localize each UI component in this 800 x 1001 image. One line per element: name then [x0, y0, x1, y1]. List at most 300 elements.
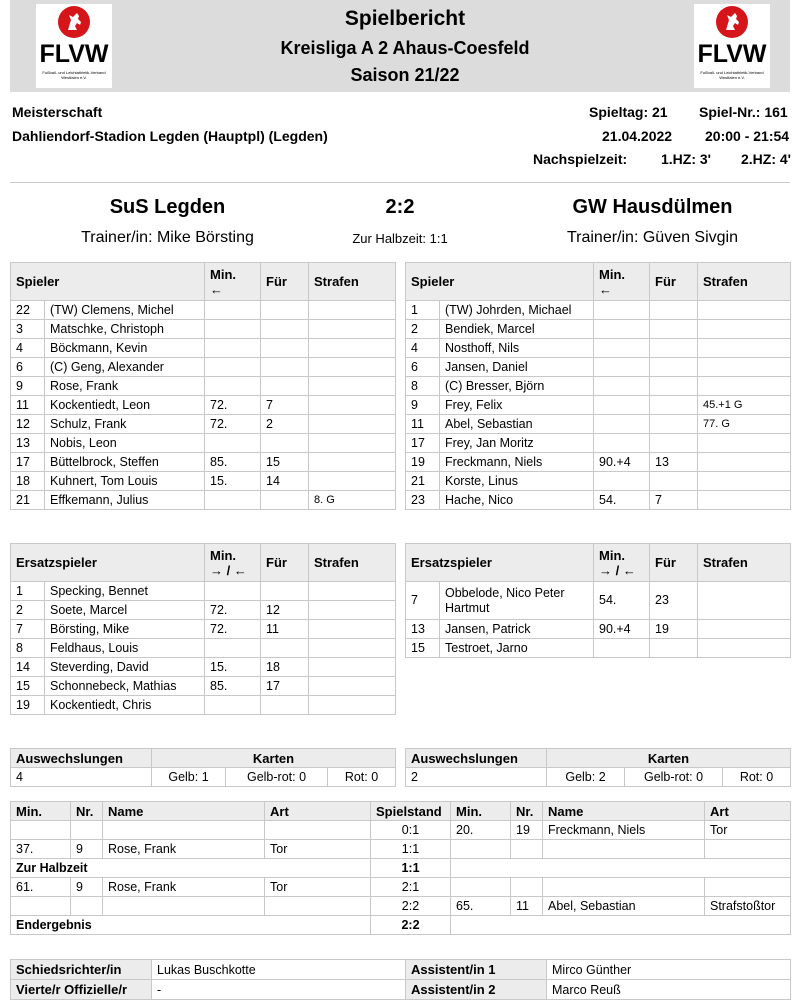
player-name: Bendiek, Marcel: [440, 320, 594, 339]
player-for: [261, 301, 309, 320]
home-summary-table: [10, 748, 396, 787]
player-penalty: [309, 677, 396, 696]
player-number: 11: [11, 396, 45, 415]
home-lineup-table: [10, 262, 396, 510]
player-penalty: [698, 491, 791, 510]
divider: [10, 182, 790, 183]
header-cards: Karten: [547, 749, 791, 768]
player-row: [11, 601, 396, 620]
event-summary-row: [11, 916, 791, 935]
away-event-number: [511, 878, 543, 897]
player-for: 23: [650, 582, 698, 620]
player-penalty: [309, 472, 396, 491]
assistant-2-name: Marco Reuß: [547, 980, 791, 1000]
home-event-player: Rose, Frank: [103, 878, 265, 897]
home-event-type: Tor: [265, 878, 371, 897]
season-title: Saison 21/22: [350, 65, 460, 85]
player-row: [11, 301, 396, 320]
header-penalties: Strafen: [698, 263, 791, 301]
player-penalty: [698, 620, 791, 639]
player-penalty: [698, 434, 791, 453]
player-number: 13: [406, 620, 440, 639]
player-row: [11, 453, 396, 472]
player-number: 12: [11, 415, 45, 434]
table-header-row: [11, 263, 396, 301]
away-trainer: Trainer/in: Güven Sivgin: [566, 229, 739, 246]
player-row: [11, 358, 396, 377]
red-cards: Rot: 0: [328, 768, 396, 787]
player-number: 9: [11, 377, 45, 396]
player-for: 2: [261, 415, 309, 434]
player-row: [11, 396, 396, 415]
player-row: [11, 491, 396, 510]
player-minute: 85.: [205, 677, 261, 696]
player-name: Kockentiedt, Chris: [45, 696, 205, 715]
player-name: Specking, Bennet: [45, 582, 205, 601]
player-minute: [594, 301, 650, 320]
player-minute: [594, 472, 650, 491]
player-for: 15: [261, 453, 309, 472]
player-for: 18: [261, 658, 309, 677]
player-name: Soete, Marcel: [45, 601, 205, 620]
player-row: [406, 358, 791, 377]
event-score: 1:1: [371, 840, 451, 859]
player-minute: 54.: [594, 582, 650, 620]
player-number: 21: [406, 472, 440, 491]
player-minute: [205, 582, 261, 601]
logo-subtext: Fußball- und Leichtathletik-Verband Westfalen e.V.: [700, 70, 764, 80]
player-penalty: [309, 582, 396, 601]
player-name: Effkemann, Julius: [45, 491, 205, 510]
home-event-type: Tor: [265, 840, 371, 859]
player-penalty: [698, 639, 791, 658]
player-number: 6: [406, 358, 440, 377]
player-row: [406, 582, 791, 620]
player-name: Korste, Linus: [440, 472, 594, 491]
away-event-number: [511, 840, 543, 859]
player-number: 4: [406, 339, 440, 358]
red-cards: Rot: 0: [723, 768, 791, 787]
header-minute-arrow: ←: [599, 281, 613, 297]
away-event-type: [705, 878, 791, 897]
player-row: [406, 320, 791, 339]
player-minute: [205, 491, 261, 510]
home-event-minute: 37.: [11, 840, 71, 859]
away-event-type: Tor: [705, 821, 791, 840]
logo-subtext: Fußball- und Leichtathletik-Verband Westfalen e.V.: [42, 70, 106, 80]
player-row: [11, 339, 396, 358]
header-minute-out: [594, 263, 650, 301]
player-number: 13: [11, 434, 45, 453]
header-number: Nr.: [511, 802, 543, 821]
player-penalty: [309, 377, 396, 396]
player-penalty: [309, 601, 396, 620]
player-number: 17: [406, 434, 440, 453]
event-score: 1:1: [371, 859, 451, 878]
page-title: Spielbericht: [344, 7, 466, 30]
header-minute-sub: [594, 544, 650, 582]
player-row: [11, 582, 396, 601]
player-name: Frey, Felix: [440, 396, 594, 415]
player-penalty: 8. G: [309, 491, 396, 510]
event-row: [11, 840, 791, 859]
player-name: Rose, Frank: [45, 377, 205, 396]
away-event-minute: 20.: [451, 821, 511, 840]
player-for: 19: [650, 620, 698, 639]
player-row: [11, 620, 396, 639]
player-for: 12: [261, 601, 309, 620]
away-event-number: 19: [511, 821, 543, 840]
player-for: [650, 639, 698, 658]
header-type: Art: [265, 802, 371, 821]
away-event-minute: [451, 878, 511, 897]
away-summary-table: [405, 748, 791, 787]
player-minute: [594, 396, 650, 415]
home-event-number: [71, 897, 103, 916]
player-number: 2: [11, 601, 45, 620]
header-player: Spieler: [406, 263, 594, 301]
player-name: Schulz, Frank: [45, 415, 205, 434]
yellow-red-cards: Gelb-rot: 0: [226, 768, 328, 787]
player-minute: 54.: [594, 491, 650, 510]
substitution-count: 4: [11, 768, 152, 787]
logo-brand-text: FLVW: [697, 40, 767, 68]
table-header-row: [11, 802, 791, 821]
table-header-row: [406, 263, 791, 301]
header-player: Spieler: [11, 263, 205, 301]
player-for: [650, 434, 698, 453]
player-for: [650, 339, 698, 358]
player-row: [11, 677, 396, 696]
player-penalty: 45.+1 G: [698, 396, 791, 415]
player-number: 9: [406, 396, 440, 415]
league-title: Kreisliga A 2 Ahaus-Coesfeld: [280, 38, 530, 58]
event-score: 2:2: [371, 916, 451, 935]
player-minute: [205, 696, 261, 715]
away-event-player: Freckmann, Niels: [543, 821, 705, 840]
away-substitutes-table: [405, 543, 791, 658]
player-penalty: [309, 639, 396, 658]
fourth-official-label: Vierte/r Offizielle/r: [11, 980, 152, 1000]
player-row: [406, 620, 791, 639]
player-for: 7: [650, 491, 698, 510]
player-penalty: [698, 453, 791, 472]
assistant-1-label: Assistent/in 1: [406, 960, 547, 980]
player-row: [406, 472, 791, 491]
assistant-1-name: Mirco Günther: [547, 960, 791, 980]
player-for: [261, 696, 309, 715]
report-header: [10, 0, 790, 92]
player-row: [406, 396, 791, 415]
player-minute: [594, 434, 650, 453]
home-team-name: SuS Legden: [109, 196, 226, 218]
player-penalty: [309, 658, 396, 677]
player-number: 4: [11, 339, 45, 358]
player-minute: [594, 320, 650, 339]
player-minute: [205, 358, 261, 377]
extra-time-second-half: 2.HZ: 4': [741, 151, 792, 167]
event-label: Zur Halbzeit: [11, 859, 371, 878]
player-penalty: [309, 339, 396, 358]
event-row: [11, 821, 791, 840]
player-number: 15: [11, 677, 45, 696]
officials-table: [10, 959, 791, 1000]
player-row: [406, 453, 791, 472]
away-event-number: 11: [511, 897, 543, 916]
event-row: [11, 878, 791, 897]
header-name: Name: [543, 802, 705, 821]
player-name: Matschke, Christoph: [45, 320, 205, 339]
header-for: Für: [261, 544, 309, 582]
player-penalty: [698, 339, 791, 358]
player-row: [11, 696, 396, 715]
player-name: Hache, Nico: [440, 491, 594, 510]
player-row: [406, 491, 791, 510]
logo-brand-text: FLVW: [39, 40, 109, 68]
player-penalty: [309, 434, 396, 453]
player-penalty: [698, 582, 791, 620]
player-number: 1: [11, 582, 45, 601]
player-name: Nobis, Leon: [45, 434, 205, 453]
player-penalty: [698, 377, 791, 396]
player-penalty: [309, 453, 396, 472]
player-name: Freckmann, Niels: [440, 453, 594, 472]
home-event-player: [103, 897, 265, 916]
player-number: 14: [11, 658, 45, 677]
player-row: [11, 434, 396, 453]
player-penalty: [698, 320, 791, 339]
fourth-official-name: -: [152, 980, 406, 1000]
player-name: Kockentiedt, Leon: [45, 396, 205, 415]
player-number: 1: [406, 301, 440, 320]
header-minute-text: Min.: [599, 547, 625, 563]
player-minute: [205, 339, 261, 358]
yellow-cards: Gelb: 2: [547, 768, 625, 787]
player-number: 7: [11, 620, 45, 639]
player-number: 15: [406, 639, 440, 658]
player-minute: [205, 301, 261, 320]
player-minute: [594, 639, 650, 658]
player-minute: 85.: [205, 453, 261, 472]
away-event-player: Abel, Sebastian: [543, 897, 705, 916]
player-row: [406, 339, 791, 358]
player-name: (TW) Clemens, Michel: [45, 301, 205, 320]
horse-emblem-icon: [716, 6, 748, 38]
final-score: 2:2: [385, 196, 415, 218]
home-event-player: Rose, Frank: [103, 840, 265, 859]
player-for: 17: [261, 677, 309, 696]
player-penalty: [309, 358, 396, 377]
header-name: Name: [103, 802, 265, 821]
player-name: Jansen, Patrick: [440, 620, 594, 639]
player-penalty: [698, 472, 791, 491]
player-number: 19: [406, 453, 440, 472]
player-for: [261, 491, 309, 510]
player-penalty: [698, 301, 791, 320]
header-penalties: Strafen: [309, 263, 396, 301]
horse-emblem-icon: [58, 6, 90, 38]
player-name: (C) Bresser, Björn: [440, 377, 594, 396]
header-minute: Min.: [11, 802, 71, 821]
header-for: Für: [261, 263, 309, 301]
player-penalty: [309, 301, 396, 320]
player-for: [261, 339, 309, 358]
match-events-table: [10, 801, 791, 935]
home-event-player: [103, 821, 265, 840]
home-event-type: [265, 897, 371, 916]
header-minute: Min.: [451, 802, 511, 821]
player-for: [261, 434, 309, 453]
player-minute: [205, 377, 261, 396]
player-row: [406, 301, 791, 320]
player-row: [11, 472, 396, 491]
match-date: 21.04.2022: [602, 128, 673, 144]
event-score: 0:1: [371, 821, 451, 840]
player-for: 13: [650, 453, 698, 472]
matchday: Spieltag: 21: [589, 104, 668, 120]
competition-type: Meisterschaft: [12, 104, 103, 120]
player-minute: [594, 415, 650, 434]
home-event-number: 9: [71, 840, 103, 859]
flvw-logo: [36, 4, 112, 88]
player-minute: [594, 377, 650, 396]
yellow-cards: Gelb: 1: [152, 768, 226, 787]
player-row: [11, 415, 396, 434]
header-for: Für: [650, 263, 698, 301]
player-row: [11, 377, 396, 396]
player-minute: 72.: [205, 620, 261, 639]
player-penalty: [309, 415, 396, 434]
header-penalties: Strafen: [698, 544, 791, 582]
player-penalty: 77. G: [698, 415, 791, 434]
event-empty: [451, 859, 791, 878]
header-minute-arrow: → / ←: [210, 562, 247, 578]
player-number: 3: [11, 320, 45, 339]
table-header-row: [406, 544, 791, 582]
match-time: 20:00 - 21:54: [705, 128, 790, 144]
event-empty: [451, 916, 791, 935]
player-minute: [594, 358, 650, 377]
event-row: [11, 897, 791, 916]
player-name: Obbelode, Nico Peter Hartmut: [440, 582, 594, 620]
player-row: [11, 658, 396, 677]
player-for: [261, 582, 309, 601]
player-for: [650, 377, 698, 396]
header-minute-text: Min.: [210, 266, 237, 282]
away-lineup-table: [405, 262, 791, 510]
player-minute: 15.: [205, 658, 261, 677]
player-name: Jansen, Daniel: [440, 358, 594, 377]
header-minute-out: [205, 263, 261, 301]
home-substitutes-table: [10, 543, 396, 715]
home-event-minute: [11, 821, 71, 840]
event-score: 2:2: [371, 897, 451, 916]
player-name: (C) Geng, Alexander: [45, 358, 205, 377]
away-event-player: [543, 840, 705, 859]
player-for: 14: [261, 472, 309, 491]
player-name: Büttelbrock, Steffen: [45, 453, 205, 472]
player-row: [406, 377, 791, 396]
player-name: Testroet, Jarno: [440, 639, 594, 658]
player-minute: 15.: [205, 472, 261, 491]
player-for: [261, 358, 309, 377]
player-number: 22: [11, 301, 45, 320]
home-event-number: 9: [71, 878, 103, 897]
player-number: 23: [406, 491, 440, 510]
player-number: 21: [11, 491, 45, 510]
player-minute: [205, 434, 261, 453]
player-name: Steverding, David: [45, 658, 205, 677]
home-event-minute: [11, 897, 71, 916]
player-penalty: [309, 696, 396, 715]
player-number: 19: [11, 696, 45, 715]
halftime-score: Zur Halbzeit: 1:1: [352, 231, 448, 246]
away-event-type: Strafstoßtor: [705, 897, 791, 916]
player-for: [650, 301, 698, 320]
player-row: [11, 320, 396, 339]
player-for: [650, 358, 698, 377]
player-for: [650, 320, 698, 339]
player-penalty: [698, 358, 791, 377]
header-minute-text: Min.: [599, 266, 626, 282]
player-minute: 72.: [205, 601, 261, 620]
player-penalty: [309, 320, 396, 339]
player-penalty: [309, 620, 396, 639]
player-minute: 90.+4: [594, 620, 650, 639]
event-score: 2:1: [371, 878, 451, 897]
extra-time-label: Nachspielzeit:: [533, 151, 628, 167]
header-substitutions: Auswechslungen: [406, 749, 547, 768]
match-number: Spiel-Nr.: 161: [699, 104, 788, 120]
away-event-minute: 65.: [451, 897, 511, 916]
header-penalties: Strafen: [309, 544, 396, 582]
player-row: [406, 434, 791, 453]
player-number: 8: [406, 377, 440, 396]
home-event-type: [265, 821, 371, 840]
player-minute: [205, 639, 261, 658]
away-event-type: [705, 840, 791, 859]
away-event-player: [543, 878, 705, 897]
home-event-minute: 61.: [11, 878, 71, 897]
player-minute: 90.+4: [594, 453, 650, 472]
header-for: Für: [650, 544, 698, 582]
player-for: [261, 320, 309, 339]
player-number: 7: [406, 582, 440, 620]
player-name: Feldhaus, Louis: [45, 639, 205, 658]
referee-label: Schiedsrichter/in: [11, 960, 152, 980]
event-summary-row: [11, 859, 791, 878]
player-number: 8: [11, 639, 45, 658]
player-row: [11, 639, 396, 658]
home-event-number: [71, 821, 103, 840]
player-name: Böckmann, Kevin: [45, 339, 205, 358]
header-minute-arrow: → / ←: [599, 562, 636, 578]
header-score: Spielstand: [371, 802, 451, 821]
header-substitutes: Ersatzspieler: [406, 544, 594, 582]
assistant-2-label: Assistent/in 2: [406, 980, 547, 1000]
player-name: Abel, Sebastian: [440, 415, 594, 434]
table-header-row: [11, 544, 396, 582]
player-minute: 72.: [205, 415, 261, 434]
player-minute: 72.: [205, 396, 261, 415]
player-row: [406, 639, 791, 658]
player-number: 11: [406, 415, 440, 434]
player-number: 2: [406, 320, 440, 339]
player-name: Kuhnert, Tom Louis: [45, 472, 205, 491]
player-for: [650, 415, 698, 434]
player-for: 11: [261, 620, 309, 639]
flvw-logo: [694, 4, 770, 88]
